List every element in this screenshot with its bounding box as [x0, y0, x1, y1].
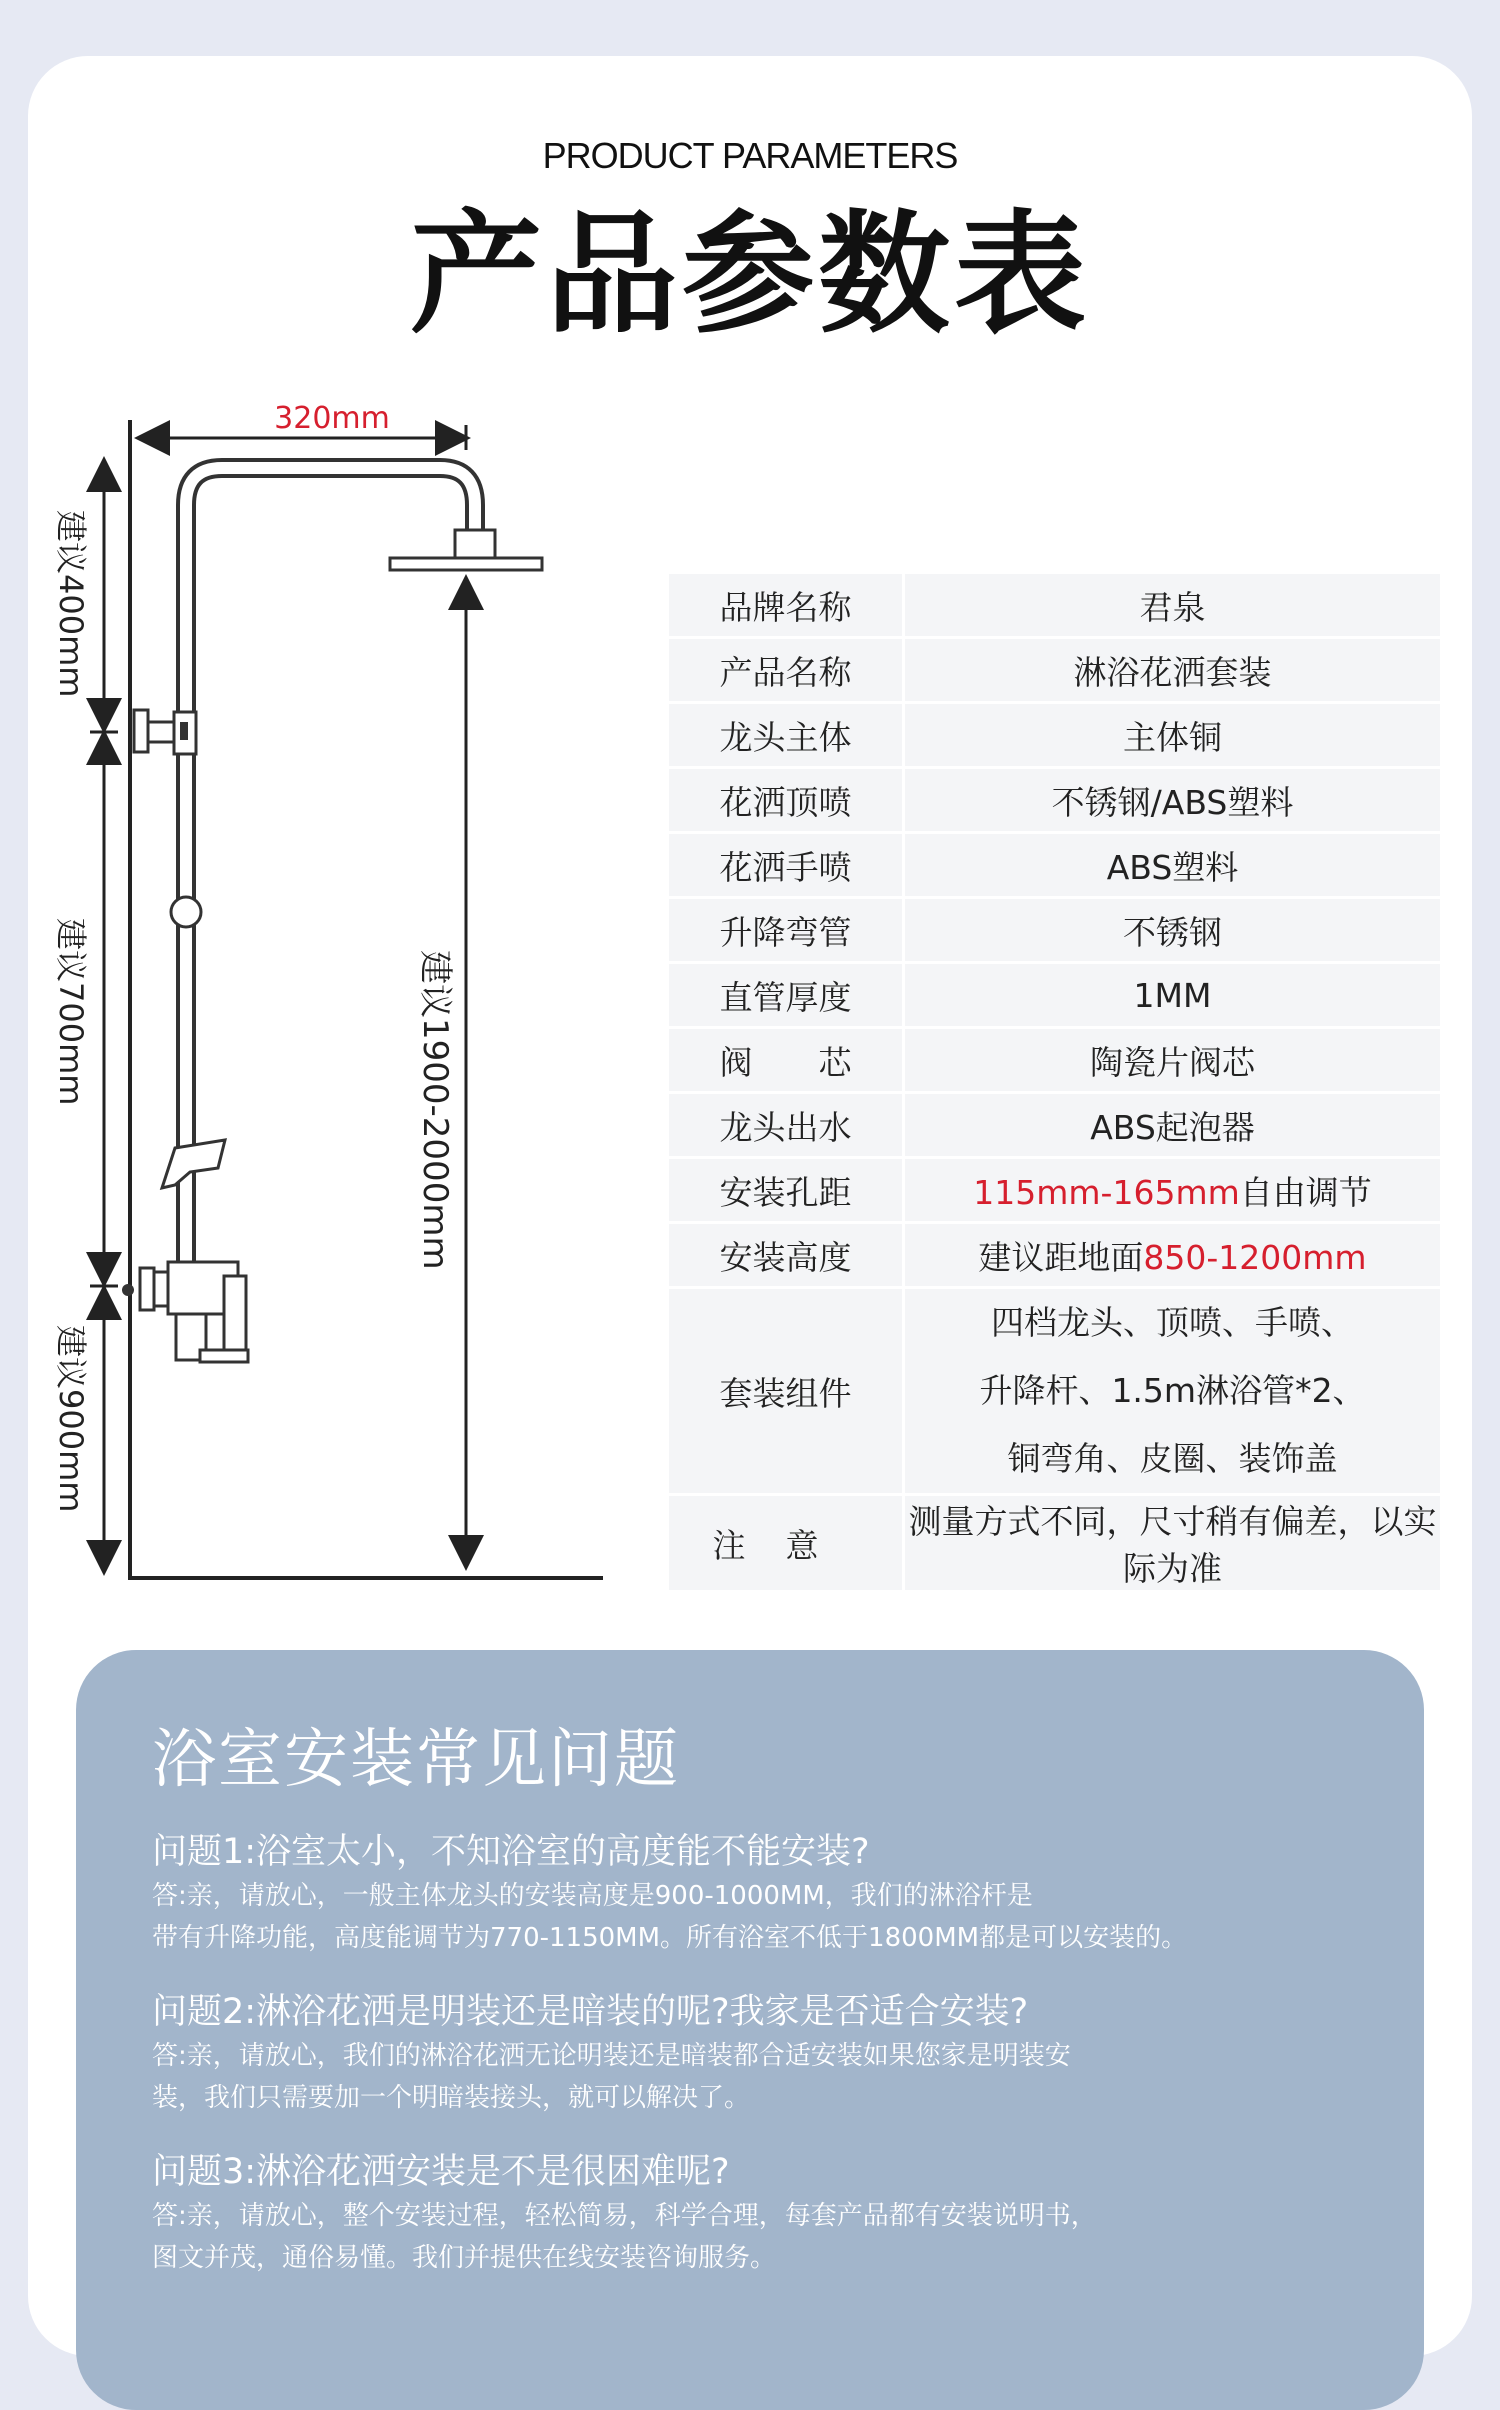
note-label: 注意 [668, 1495, 904, 1592]
param-value: 不锈钢 [904, 898, 1442, 963]
param-value: ABS塑料 [904, 833, 1442, 898]
dim-label-middle: 建议700mm [52, 918, 90, 1106]
param-label: 阀 芯 [668, 1028, 904, 1093]
kit-line: 升降杆、1.5m淋浴管*2、 [979, 1371, 1366, 1410]
faq-item [152, 2150, 1372, 2278]
param-row-note [668, 1495, 1442, 1592]
faq-answer-line: 答:亲，请放心，我们的淋浴花洒无论明装还是暗装都合适安装如果您家是明装安 [152, 2041, 1071, 2071]
param-label: 花洒手喷 [668, 833, 904, 898]
faq-title: 浴室安装常见问题 [152, 1723, 680, 1797]
param-row [668, 703, 1442, 768]
faq-question: 问题2:淋浴花洒是明装还是暗装的呢?我家是否适合安装? [152, 1992, 1029, 2032]
faq-answer-line: 装，我们只需要加一个明暗装接头，就可以解决了。 [152, 2083, 751, 2113]
param-row [668, 1028, 1442, 1093]
param-label: 直管厚度 [668, 963, 904, 1028]
param-row-height [668, 1223, 1442, 1288]
params-table [666, 571, 1443, 1593]
dim-label-total: 建议1900-2000mm [415, 950, 455, 1270]
param-row [668, 573, 1442, 638]
faq-answer-line: 答:亲，请放心，一般主体龙头的安装高度是900-1000MM，我们的淋浴杆是 [152, 1881, 1033, 1911]
faq-answer-line: 答:亲，请放心，整个安装过程，轻松简易，科学合理，每套产品都有安装说明书， [152, 2201, 1097, 2231]
param-row [668, 898, 1442, 963]
param-row [668, 638, 1442, 703]
param-value: 主体铜 [904, 703, 1442, 768]
shower-diagram [0, 400, 640, 1600]
param-value [904, 1288, 1442, 1495]
param-value: 君泉 [904, 573, 1442, 638]
hole-suffix: 自由调节 [1239, 1172, 1372, 1212]
faq-answer-line: 带有升降功能，高度能调节为770-1150MM。所有浴室不低于1800MM都是可以安装的。 [152, 1923, 1188, 1953]
param-value: 不锈钢/ABS塑料 [904, 768, 1442, 833]
param-label: 安装高度 [668, 1223, 904, 1288]
width-dimension-label: 320mm [274, 401, 390, 436]
param-value: 淋浴花洒套装 [904, 638, 1442, 703]
page-subtitle: PRODUCT PARAMETERS [542, 135, 958, 176]
param-row-hole [668, 1158, 1442, 1223]
param-value: ABS起泡器 [904, 1093, 1442, 1158]
param-value [904, 1223, 1442, 1288]
kit-line: 铜弯角、皮圈、装饰盖 [1007, 1439, 1338, 1478]
faq-question: 问题1:浴室太小，不知浴室的高度能不能安装? [152, 1832, 870, 1872]
faq-item [152, 1830, 1372, 1958]
height-range: 850-1200mm [1143, 1237, 1367, 1277]
faq-question: 问题3:淋浴花洒安装是不是很困难呢? [152, 2152, 730, 2192]
param-label: 龙头主体 [668, 703, 904, 768]
page-title: 产品参数表 [410, 198, 1090, 352]
param-value: 陶瓷片阀芯 [904, 1028, 1442, 1093]
param-row [668, 963, 1442, 1028]
hole-range: 115mm-165mm [973, 1172, 1240, 1212]
param-label: 套装组件 [668, 1288, 904, 1495]
param-row [668, 1093, 1442, 1158]
param-label: 安装孔距 [668, 1158, 904, 1223]
faq-item [152, 1990, 1372, 2118]
dim-label-top: 建议400mm [52, 510, 90, 698]
param-row [668, 833, 1442, 898]
param-label: 龙头出水 [668, 1093, 904, 1158]
dim-label-bottom: 建议900mm [52, 1325, 90, 1513]
note-value: 测量方式不同，尺寸稍有偏差，以实际为准 [904, 1495, 1442, 1592]
height-prefix: 建议距地面 [978, 1237, 1144, 1277]
param-row-kit [668, 1288, 1442, 1495]
param-row [668, 768, 1442, 833]
param-label: 品牌名称 [668, 573, 904, 638]
param-label: 花洒顶喷 [668, 768, 904, 833]
kit-line: 四档龙头、顶喷、手喷、 [991, 1303, 1354, 1342]
faq-answer-line: 图文并茂，通俗易懂。我们并提供在线安装咨询服务。 [152, 2243, 777, 2273]
param-label: 产品名称 [668, 638, 904, 703]
param-value [904, 1158, 1442, 1223]
param-value: 1MM [904, 963, 1442, 1028]
param-label: 升降弯管 [668, 898, 904, 963]
faq-panel [76, 1650, 1424, 2410]
